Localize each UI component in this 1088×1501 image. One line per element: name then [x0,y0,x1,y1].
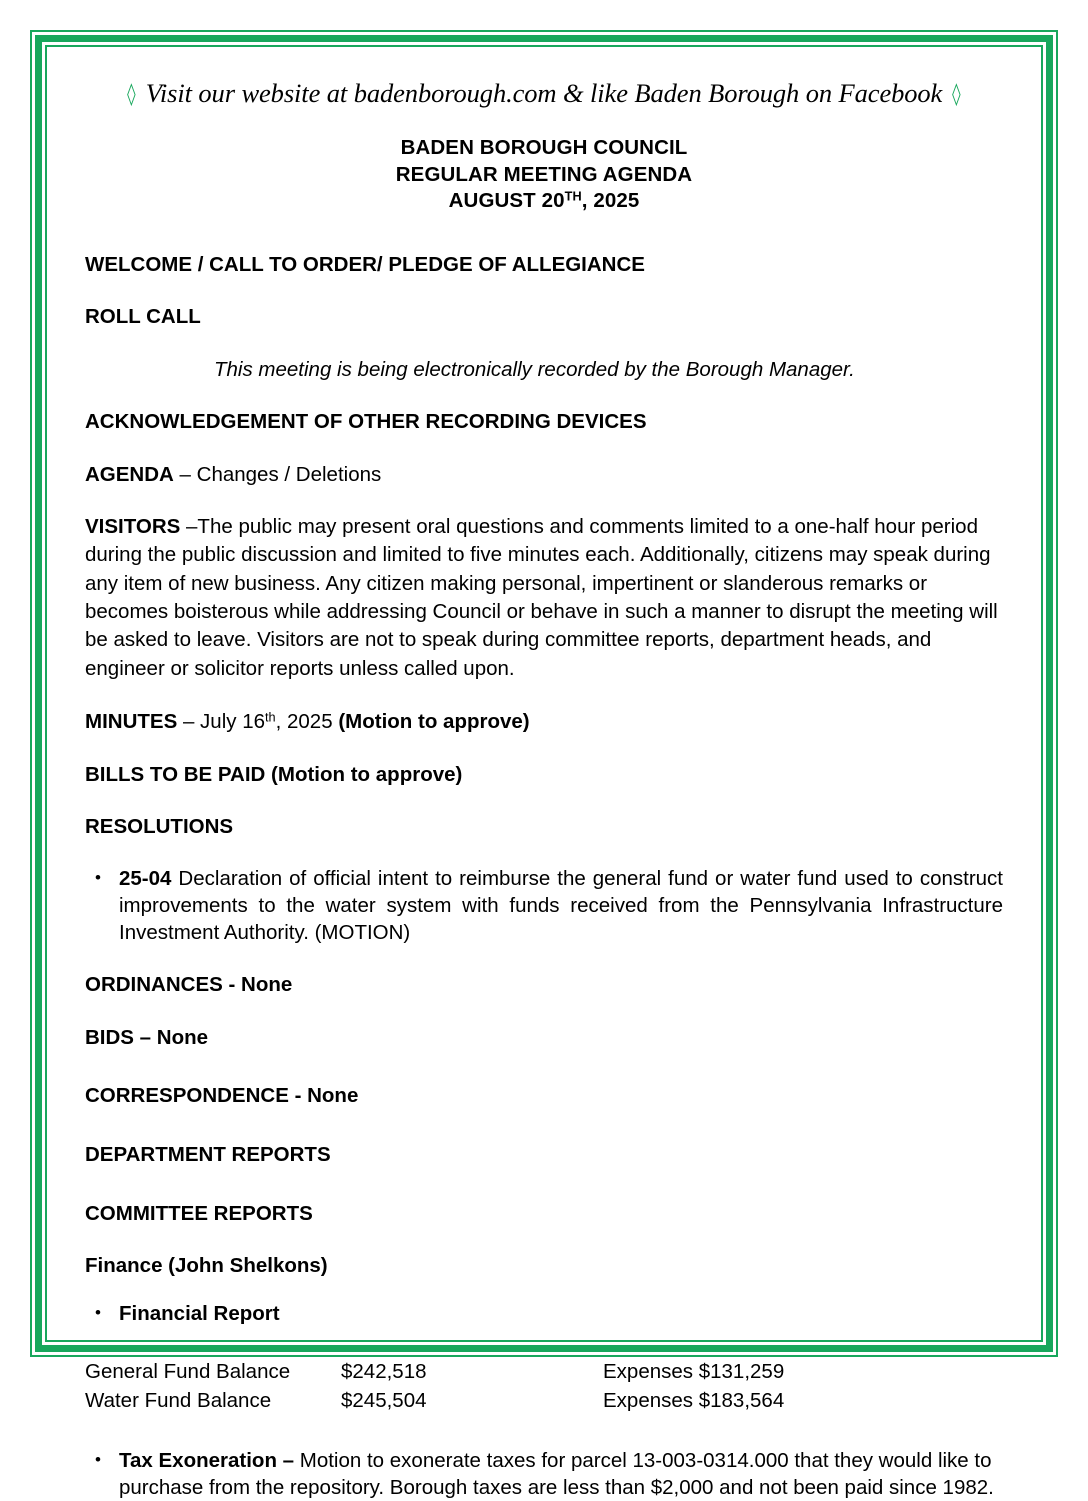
bills-motion: (Motion to approve) [265,762,463,786]
resolution-description: Declaration of official intent to reimburse the general fund or water fund used to construct improvements to the water system with funds received from the Pennsylvania Infrastructure Investment Authority. (MOTION) [119,867,1003,945]
bullet-icon: • [95,1303,101,1323]
title-date-prefix: AUGUST 20 [448,188,565,212]
resolution-25-04-text [119,865,1003,946]
visitors-paragraph [85,513,1003,683]
title-line-organization: BADEN BOROUGH COUNCIL [400,136,688,160]
visitors-label: VISITORS [85,514,181,538]
title-date-ordinal: TH [564,187,582,203]
minutes-date: – July 16 [177,710,265,734]
minutes-label: MINUTES [85,710,178,734]
heading-resolutions: RESOLUTIONS [85,815,234,839]
bills-label: BILLS TO BE PAID [85,762,266,786]
fund-label: General Fund Balance [85,1360,291,1384]
bullet-icon: • [95,1450,101,1470]
heading-agenda [85,462,1003,489]
list-item [85,1300,1003,1327]
fund-expenses: Expenses $183,564 [603,1389,785,1413]
heading-ordinances: ORDINANCES - None [85,973,293,997]
table-row [85,1386,784,1415]
diamond-left-icon: ◊ [127,82,136,107]
minutes-year: , 2025 [275,710,339,734]
minutes-date-ordinal: th [265,709,276,725]
heading-department-reports: DEPARTMENT REPORTS [85,1143,331,1167]
fund-balance: $245,504 [341,1389,427,1413]
agenda-label: AGENDA [85,463,174,487]
tax-exoneration-description: Motion to exonerate taxes for parcel 13-003-0314.000 that they would like to purchase from the repository. Borough taxes are less than $2,000 and not been paid since 1982. [119,1449,994,1500]
page-border-inner-line [45,45,1043,1500]
bullet-icon: • [95,868,101,888]
recording-note: This meeting is being electronically recorded by the Borough Manager. [214,357,855,381]
document-content [47,47,1041,1500]
heading-acknowledgement-recording-devices: ACKNOWLEDGEMENT OF OTHER RECORDING DEVICES [85,410,647,434]
list-item [85,1447,1003,1501]
heading-finance-committee: Finance (John Shelkons) [85,1254,328,1278]
title-date-suffix: , 2025 [581,188,640,212]
website-tagline [85,78,1003,108]
financial-report-label [119,1300,1003,1327]
minutes-motion: (Motion to approve) [338,710,530,734]
fund-balance: $242,518 [341,1360,427,1384]
heading-welcome-call-to-order: WELCOME / CALL TO ORDER/ PLEDGE OF ALLEGIANCE [85,252,645,276]
table-row [85,1357,784,1386]
diamond-right-icon: ◊ [952,82,961,107]
heading-bids: BIDS – None [85,1025,209,1049]
agenda-detail: – Changes / Deletions [173,463,382,487]
financial-report-text: Financial Report [119,1302,280,1326]
fund-label: Water Fund Balance [85,1389,272,1413]
document-title [85,135,1003,213]
visitors-text: –The public may present oral questions and comments limited to a one-half hour period during the public discussion and limited to five minutes each. Additionally, citizens may speak during any item of new business. Any citizen making personal, impertinent or slanderous remarks or becomes boisterous while addressing Council or behave in such a manner to disrupt the meeting will be asked to leave. Visitors are not to speak during committee reports, department heads, and engineer or solicitor reports unless called upon. [85,514,998,680]
title-line-date [85,188,1003,214]
heading-committee-reports: COMMITTEE REPORTS [85,1201,313,1225]
decorative-page-border [30,30,1058,1500]
financial-report-table [85,1357,784,1415]
title-line-meeting-type: REGULAR MEETING AGENDA [395,162,693,186]
heading-minutes [85,709,1003,736]
heading-bills-to-be-paid [85,762,1003,789]
tagline-text: Visit our website at badenborough.com & like Baden Borough on Facebook [145,78,943,108]
resolution-number: 25-04 [119,867,172,891]
tax-exoneration-text [119,1447,1003,1501]
heading-roll-call: ROLL CALL [85,305,201,329]
page-border-middle-band [35,35,1053,1500]
tax-exoneration-label: Tax Exoneration – [119,1449,295,1473]
finance-table-body [85,1357,784,1415]
fund-expenses: Expenses $131,259 [603,1360,785,1384]
list-item [85,865,1003,946]
heading-correspondence: CORRESPONDENCE - None [85,1084,359,1108]
